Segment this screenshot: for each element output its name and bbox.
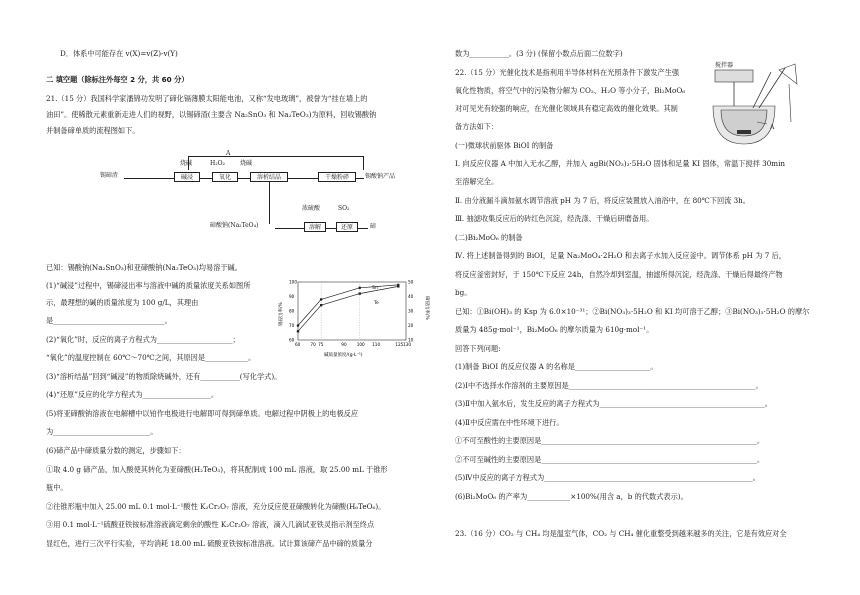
q21-text: 油田”。使稀散元素重新走进人们的视野，以锡碲渣(主要含 Na₂SnO₃ 和 Na₂TeO₃)为原料，回收锡酸钠 bbox=[46, 110, 377, 119]
leaching-chart bbox=[276, 276, 428, 358]
q21-5: (5)将亚碲酸钠溶液在电解槽中以铂作电极进行电解即可得到碲单质。电解过程中阴极上的电极反应 bbox=[46, 409, 359, 418]
q22-step: 至溶解完全。 bbox=[455, 177, 499, 186]
x-tick-label: 70 bbox=[310, 342, 316, 347]
flow-arrow bbox=[288, 178, 318, 179]
data-point-te bbox=[320, 304, 322, 306]
x-tick-label: 110 bbox=[372, 342, 381, 347]
x-tick-label: 90 bbox=[341, 342, 347, 347]
flow-te-salt: 碲酸钠(Na₂TeO₄) bbox=[210, 222, 259, 229]
known-info: 已知：锡酸钠(Na₂SnO₃)和亚碲酸钠(Na₂TeO₃)均易溶于碱。 bbox=[46, 263, 242, 272]
q22-text: 备方法如下： bbox=[455, 122, 499, 131]
q22-4-1: ①不可至酸性的主要原因是____________________________________________________________。 bbox=[455, 436, 765, 445]
x-tick-label: 125 bbox=[395, 342, 404, 347]
chart-ylabel-right: 碲浸出率/% bbox=[424, 296, 429, 320]
flow-start: 锡碲渣 bbox=[100, 172, 119, 179]
recycle-line bbox=[188, 156, 363, 157]
q21-6-step: ①取 4.0 g 碲产品，加入酸使其转化为亚碲酸(H₂TeO₃)，将其配制成 100 mL 溶液，取 25.00 mL 于锥形 bbox=[46, 465, 388, 474]
q21-6-step: 显红色，进行三次平行实验，平均消耗 18.00 mL 硫酸亚铁铵标准溶液。试计算该碲产品中碲的质量分 bbox=[46, 539, 373, 548]
q22-known: 质量为 485g·mol⁻¹，Bi₂MoO₆ 的摩尔质量为 610g·mol⁻¹。 bbox=[455, 325, 654, 334]
q22-5: (5)Ⅳ中反应的离子方程式为__________________________________________________________。 bbox=[455, 473, 760, 482]
option-d: D．体系中可能存在 v(X)=v(Z)-v(Y) bbox=[60, 49, 178, 58]
q21-6-step: ②往锥形瓶中加入 25.00 mL 0.1 mol·L⁻¹酸性 K₂Cr₂O₇ 溶液，充分反应使亚碲酸转化为碲酸(H₆TeO₆)。 bbox=[46, 502, 386, 511]
flow-arrow bbox=[269, 182, 270, 224]
apparatus-figure bbox=[709, 62, 809, 154]
q22-step: Ⅲ. 抽滤收集反应后的砖红色沉淀，经洗涤、干燥后研磨备用。 bbox=[455, 214, 654, 223]
chart-frame bbox=[298, 282, 406, 340]
q22-part1-heading: (一)微球状前驱体 BiOI 的制备 bbox=[455, 141, 554, 150]
flow-arrow bbox=[358, 228, 368, 229]
q22-step: Ⅰ. 向反应仪器 A 中加入无水乙醇，并加入 agBi(NO₃)₃·5H₂O 固体和足量 KI 固体，常温下搅拌 30min bbox=[455, 159, 786, 168]
flow-label: SO₂ bbox=[338, 205, 350, 212]
q22-4: (4)Ⅱ中反应需在中性环境下进行。 bbox=[455, 418, 564, 427]
flow-arrow bbox=[275, 228, 304, 229]
flow-diagram bbox=[100, 150, 400, 240]
q21-1-blank: 是_______________________________。 bbox=[46, 316, 172, 325]
q22-step: bg。 bbox=[455, 288, 472, 297]
q22-4-2: ②不可至碱性的主要原因是____________________________________________________________。 bbox=[455, 455, 765, 464]
q22-6: (6)Bi₂MoO₆ 的产率为____________×100%(用含 a，b 的代数式表示)。 bbox=[455, 492, 688, 501]
q21-1: 示，最理想的碱的质量浓度为 100 g/L，其理由 bbox=[46, 298, 199, 307]
series-label-te: Te bbox=[374, 301, 379, 306]
q22-text: 对可见光有较强的响应，在光催化领域具有稳定高效的催化效果。其制 bbox=[455, 104, 678, 113]
x-tick-label: 130 bbox=[403, 342, 411, 347]
y-tick-label-right: 30 bbox=[408, 308, 414, 314]
q21-text: 并制备碲单质的流程图如下。 bbox=[46, 126, 140, 135]
data-point-sn bbox=[320, 298, 323, 301]
q21-5-blank: 为___________________________。 bbox=[46, 427, 158, 436]
data-point-sn bbox=[358, 287, 361, 290]
q21-2: (2)“氧化”时，反应的离子方程式为_____________________； bbox=[46, 335, 240, 344]
series-line-sn bbox=[298, 285, 398, 326]
x-tick-label: 60 bbox=[295, 342, 301, 347]
q22-2: (2)Ⅰ中不选择水作溶剂的主要原因是____________________________________________________。 bbox=[455, 381, 763, 390]
chart-axes bbox=[289, 280, 414, 348]
flow-te: 碲 bbox=[370, 223, 377, 230]
y-tick-label-right: 10 bbox=[408, 337, 414, 343]
step-jianjin: 碱浸 bbox=[174, 172, 200, 182]
flow-arrow bbox=[200, 178, 212, 179]
q22-instruction: 回答下列问题: bbox=[455, 344, 501, 353]
step-huanyuan: 还原 bbox=[336, 222, 358, 232]
flow-arrow bbox=[124, 178, 174, 179]
y-tick-label-left: 70 bbox=[289, 323, 295, 328]
flow-label-a: A bbox=[226, 150, 231, 157]
flow-label: 烧碱 bbox=[180, 160, 193, 167]
q21-6-blank: 数为___________。(3 分) (保留小数点后面二位数字) bbox=[455, 49, 623, 58]
y-tick-label-left: 60 bbox=[289, 337, 295, 343]
y-tick-label-right: 20 bbox=[408, 323, 414, 328]
q23-text: 23.（16 分）CO₂ 与 CH₄ 均是温室气体，CO₂ 与 CH₄ 催化重整受到越来越多的关注，它是有效应对全 bbox=[455, 529, 787, 538]
section-heading: 二 填空题（除标注外每空 2 分，共 60 分） bbox=[46, 75, 189, 84]
q21-6: (6)碲产品中碲质量分数的测定，步骤如下： bbox=[46, 446, 186, 455]
step-rongjie: 溶解 bbox=[304, 222, 326, 232]
y-tick-label-right: 40 bbox=[408, 294, 414, 299]
x-tick-label: 100 bbox=[356, 342, 365, 347]
q22-text: 22.（15 分）光催化技术是指利用半导体材料在光照条件下激发产生强 bbox=[455, 68, 680, 77]
q22-known: 已知：①Bi(OH)₃ 的 Ksp 为 6.0×10⁻³¹；②Bi(NO₃)₃·5H₂O 和 KI 均可溶于乙醇；③Bi(NO₃)₃·5H₂O 的摩尔 bbox=[455, 307, 810, 316]
q22-3: (3)Ⅱ中加入氨水后，发生反应的离子方程式为______________________________________________。 bbox=[455, 399, 772, 408]
y-tick-label-right: 50 bbox=[408, 279, 414, 285]
q21-6-step: 瓶中。 bbox=[46, 483, 68, 492]
x-tick-label: 75 bbox=[318, 342, 324, 347]
chart-ylabel-left: 锡浸出率/% bbox=[279, 302, 284, 326]
flow-product: 锡酸钠产品 bbox=[365, 173, 396, 180]
q22-step: 将反应釜密封好，于 150℃下反应 24h，自然冷却到室温，抽滤所得沉淀，经洗涤、干燥后得最终产物 bbox=[455, 270, 783, 279]
flow-label: H₂O₂ bbox=[210, 160, 225, 167]
y-tick-label-left: 80 bbox=[289, 308, 295, 314]
q21-3: (3)“溶析结晶”回到“碱浸”的物质除烧碱外，还有___________(写化学式)。 bbox=[46, 372, 282, 381]
flow-arrow bbox=[356, 178, 364, 179]
data-point-te bbox=[359, 292, 361, 294]
series-label-sn: Sn bbox=[372, 286, 378, 291]
q21-1: (1)“碱浸”过程中，锡碲浸出率与溶液中碱的质量浓度关系如图所 bbox=[46, 281, 251, 290]
q22-step: Ⅳ. 将上述制备得到的 BiOI，足量 Na₂MoO₄·2H₂O 和去离子水加入反应釜中。调节体系 pH 为 7 后， bbox=[455, 251, 786, 260]
data-point-te bbox=[397, 285, 399, 287]
y-tick-label-left: 100 bbox=[289, 279, 297, 285]
apparatus-stirrer-label: 搅拌器 bbox=[715, 62, 734, 69]
q21-4: (4)“还原”反应的化学方程式为___________________。 bbox=[46, 390, 219, 399]
step-ganzao: 干燥粉碎 bbox=[318, 172, 356, 182]
step-rongxi: 溶析结晶 bbox=[250, 172, 288, 182]
q22-text: 氧化性物质，将空气中的污染物分解为 CO₂、H₂O 等小分子，Bi₂MoO₆ bbox=[455, 86, 686, 95]
q21-2: “氧化”的温度控制在 60℃～70℃之间，其原因是____________。 bbox=[46, 353, 256, 362]
chart-xlabel: 碱质量浓度/(g·L⁻¹) bbox=[324, 353, 363, 358]
apparatus-a-label: A bbox=[770, 124, 775, 131]
chart-marks bbox=[297, 284, 400, 333]
recycle-line bbox=[363, 156, 364, 170]
data-point-te bbox=[297, 330, 299, 332]
q22-step: Ⅱ. 由分液漏斗滴加氨水调节溶液 pH 为 7 后，将反应装置放入油浴中，在 80℃下回流 3h。 bbox=[455, 196, 750, 205]
q21-6-step: ③用 0.1 mol·L⁻¹硫酸亚铁铵标准溶液滴定剩余的酸性 K₂Cr₂O₇ 溶液，滴入几滴试亚铁灵指示剂至终点 bbox=[46, 520, 375, 529]
flow-label: 浓硫酸 bbox=[302, 205, 321, 212]
flow-arrow bbox=[238, 178, 250, 179]
step-yanghua: 氧化 bbox=[212, 172, 238, 182]
q22-1: (1)制备 BiOI 的反应仪器 A 的名称是_____________________。 bbox=[455, 362, 658, 371]
flow-label: 烧碱 bbox=[240, 160, 253, 167]
y-tick-label-left: 90 bbox=[289, 294, 295, 299]
data-point-sn bbox=[297, 324, 300, 327]
q21-text: 21.（15 分）我国科学家潘锦功发明了碲化镉薄膜太阳能电池，又称“发电玻璃”，被誉为“挂在墙上的 bbox=[46, 94, 368, 103]
q22-part2-heading: (二)Bi₂MoO₆ 的制备 bbox=[455, 233, 523, 242]
flow-arrow bbox=[326, 228, 336, 229]
